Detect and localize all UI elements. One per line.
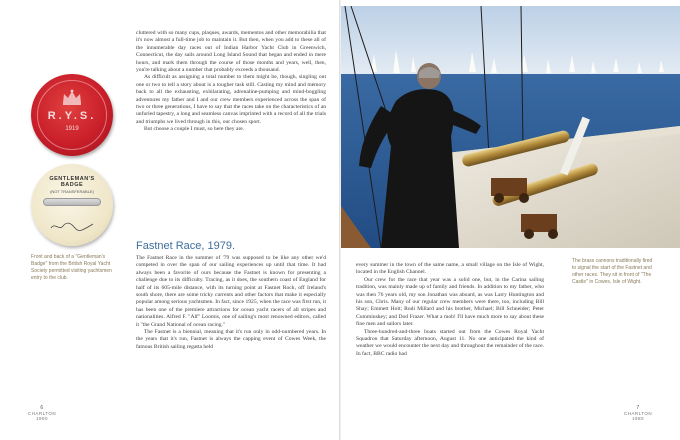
page-number: 7 xyxy=(636,405,640,411)
body-column-3 xyxy=(356,262,544,358)
signature-mark xyxy=(49,220,95,232)
paragraph: every summer in the town of the same name, a small village on the Isle of Wight, located in the English Channel. xyxy=(356,262,544,276)
paragraph: Three-hundred-and-three boats started out from the Cowes Royal Yacht Squadron that Saturday afternoon, August 11. No one anticipated the kind of weather we would encounter the next day and throughout the remainder of the race. In fact, BBC radio had xyxy=(356,328,544,357)
photo-illustration xyxy=(341,6,680,248)
gentlemans-badge-back xyxy=(31,164,113,246)
sailing-photo xyxy=(341,6,680,248)
badge-caption: Front and back of a "Gentleman's Badge" from the British Royal Yacht Society permitted visiting yachtsmen entry to the club. xyxy=(31,254,112,281)
folio-left xyxy=(22,405,62,421)
paragraph: The Fastnet is a biennial, meaning that it's run only in odd-numbered years. In the years that it's run, Fastnet is always the capping event of Cowes Week, the famous British sailing regatta held xyxy=(136,329,326,350)
crown-icon xyxy=(61,88,83,106)
page-number: 6 xyxy=(40,405,44,411)
badge-pin xyxy=(43,198,101,206)
paragraph: The Fastnet Race in the summer of '79 was supposed to be like any other we'd competed in over the span of our sailing experiences up until that time. It had always been a favorite of ours because the Fastnet is known for presenting a challenge due to its difficulty. Tracing, as it does, the southern coast of England for half of its 605-mile distance, with its turning point at Fastnet Rock, off Ireland's south shore, there are some tricky currents and other factors that make it especially popular among serious yachtsmen. In fact, since 1925, when the race was first run, it has been one of the premiere attractions for ocean yacht racers of all stripes and nationalities. Alfred F. "Alf" Loomis, one of sailing's most renowned editors, called it "the Grand National of ocean racing." xyxy=(136,255,326,328)
paragraph: But choose a couple I must, so here they are. xyxy=(144,126,245,133)
badge-year: 1919 xyxy=(65,126,79,132)
paragraph: As difficult as assigning a total number to them might be, though, singling out one or two to tell a story about is a tougher task still. Casting my mind and memory back to all the exhausting, exhilarating, adrenaline-pumping and mind-boggling adventures my father and I and our crew members experienced across the span of two or three generations, I have to say that the races take on the characteristics of an unfurled tapestry, a long and seamless canvas imprinted with a record of all the trials and triumphs we lived through in this, our chosen sport. xyxy=(136,74,326,125)
section-heading: Fastnet Race, 1979. xyxy=(136,240,236,252)
badge-subtitle: (NOT TRANSFERABLE) xyxy=(50,189,94,194)
paragraph: cluttered with so many cups, plaques, awards, mementos and other memorabilia that it's now almost a full-time job to maintain it. But then, when you add to these all of the innumerable day races out of Indian Harbor Yacht Club in Greenwich, Connecticut, the day sails around Long Island Sound that began and ended in mere hours, and mark them through the course of those months and years, well, then, you're talking about a number that probably exceeds a thousand. xyxy=(136,30,326,74)
running-footer: CHARLTON 1980 xyxy=(623,411,653,421)
body-column-2 xyxy=(136,255,326,351)
folio-right xyxy=(618,405,658,421)
running-footer: CHARLTON 1980 xyxy=(27,411,57,421)
paragraph: Our crew for the race that year was a solid one, but, in the Carina sailing tradition, was mainly made up of family and friends. In addition to my father, who was then 76 years old, my son Jonathan was aboard, as was Larry Huntington and his son, Chris. Many of our regular crew members were there, too, including Bill Shay; Emmett Holt; Rudi Millard and his brother, Michael; Bill Schneider; Peter Cumminskey; and Dod Frazer. What a mob! I'll have much more to say about these fine men and sailors later. xyxy=(356,276,544,328)
photo-caption: The brass cannons traditionally fired to signal the start of the Fastnet and other races. They sit in front of "The Castle" in Cowes, Isle of Wight. xyxy=(572,258,653,285)
badge-title: GENTLEMAN'S xyxy=(49,176,95,182)
rys-badge-front xyxy=(31,74,113,156)
badge-initials: R.Y.S. xyxy=(47,110,97,122)
body-column-1 xyxy=(136,30,326,134)
badge-title-2: BADGE xyxy=(60,182,84,188)
